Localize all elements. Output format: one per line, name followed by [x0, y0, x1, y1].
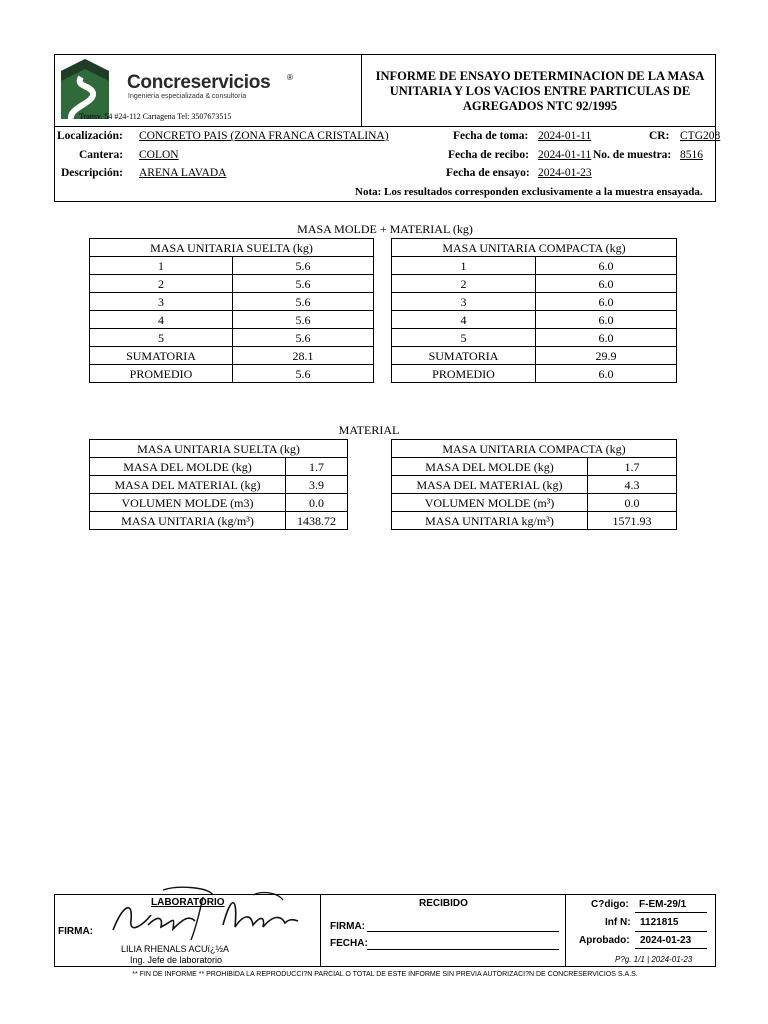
- muestra-label: No. de muestra:: [593, 149, 672, 161]
- row-key: 4: [90, 311, 233, 329]
- section-caption: MASA MOLDE + MATERIAL (kg): [297, 222, 473, 236]
- fecha-ensayo-value: 2024-01-23: [538, 167, 592, 179]
- table-row: [90, 347, 374, 365]
- row-value: 5.6: [233, 275, 374, 293]
- row-value: 0.0: [588, 494, 677, 512]
- inf-label: Inf N:: [605, 917, 631, 928]
- table-row: [392, 293, 677, 311]
- registered-mark: ®: [287, 73, 293, 82]
- table-header: MASA UNITARIA SUELTA (kg): [90, 440, 348, 458]
- suelta-material-table: [89, 439, 348, 530]
- suelta-molde-table: [89, 238, 374, 383]
- table-row: [392, 458, 677, 476]
- row-key: VOLUMEN MOLDE (m³): [392, 494, 588, 512]
- cantera-label: Cantera:: [79, 149, 124, 161]
- fecha-recibo-value: 2024-01-11: [538, 149, 592, 161]
- company-address: Transv. 54 #24-112 Cartagena Tel: 3507673515: [79, 112, 232, 121]
- row-value: 6.0: [536, 293, 677, 311]
- row-key: 5: [90, 329, 233, 347]
- row-key: 3: [90, 293, 233, 311]
- table-row: [90, 293, 374, 311]
- recibido-heading: RECIBIDO: [419, 898, 468, 909]
- signer-role: Ing. Jefe de laboratorio: [130, 955, 223, 965]
- row-value: 6.0: [536, 257, 677, 275]
- row-key: PROMEDIO: [90, 365, 233, 383]
- report-header: [54, 54, 721, 202]
- table-row: [392, 311, 677, 329]
- row-key: MASA UNITARIA (kg/m³): [90, 512, 286, 530]
- signer-name: LILIA RHENALS ACUï¿½A: [121, 944, 230, 954]
- table-row: [392, 512, 677, 530]
- fecha-toma-value: 2024-01-11: [538, 130, 592, 142]
- brand-tagline: Ingeniería especializada & consultoría: [128, 93, 247, 100]
- row-value: 5.6: [233, 329, 374, 347]
- firma-line: [367, 931, 559, 932]
- row-key: 1: [392, 257, 536, 275]
- row-value: 5.6: [233, 293, 374, 311]
- page-number: P?g. 1/1 | 2024-01-23: [615, 955, 693, 964]
- codigo-label: C?digo:: [591, 899, 629, 910]
- row-value: 3.9: [286, 476, 348, 494]
- fecha-line: [367, 949, 559, 950]
- table-row: [90, 458, 348, 476]
- row-key: MASA DEL MOLDE (kg): [392, 458, 588, 476]
- row-key: 3: [392, 293, 536, 311]
- table-row: [392, 275, 677, 293]
- row-key: SUMATORIA: [90, 347, 233, 365]
- aprobado-label: Aprobado:: [579, 935, 630, 946]
- firma-label: FIRMA:: [58, 926, 93, 937]
- table-row: [392, 476, 677, 494]
- inf-line: [635, 931, 707, 932]
- table-row: [90, 329, 374, 347]
- firma-recibido-label: FIRMA:: [330, 921, 365, 932]
- section-caption: MATERIAL: [338, 423, 400, 437]
- brand-name: Concreservicios: [127, 72, 271, 93]
- row-value: 5.6: [233, 311, 374, 329]
- table-header: MASA UNITARIA COMPACTA (kg): [392, 440, 677, 458]
- header-divider: [55, 126, 715, 127]
- table-header: MASA UNITARIA COMPACTA (kg): [392, 239, 677, 257]
- row-key: MASA DEL MOLDE (kg): [90, 458, 286, 476]
- fecha-recibido-label: FECHA:: [330, 938, 368, 949]
- row-value: 1.7: [286, 458, 348, 476]
- row-value: 4.3: [588, 476, 677, 494]
- footer-divider: [320, 895, 321, 966]
- row-value: 6.0: [536, 329, 677, 347]
- row-key: 4: [392, 311, 536, 329]
- header-divider: [361, 55, 362, 126]
- footer-divider: [565, 895, 566, 966]
- table-row: [90, 275, 374, 293]
- table-row: [90, 311, 374, 329]
- descripcion-label: Descripción:: [61, 167, 123, 179]
- localizacion-value: CONCRETO PAIS (ZONA FRANCA CRISTALINA): [139, 130, 389, 142]
- row-key: SUMATORIA: [392, 347, 536, 365]
- row-value: 5.6: [233, 257, 374, 275]
- compacta-material-table: [391, 439, 677, 530]
- results-note: Nota: Los resultados corresponden exclusivamente a la muestra ensayada.: [355, 186, 703, 198]
- aprobado-line: [635, 948, 707, 949]
- row-value: 6.0: [536, 365, 677, 383]
- signature-icon: [103, 885, 303, 945]
- disclaimer: ** FIN DE INFORME ** PROHIBIDA LA REPRODUCCI?N PARCIAL O TOTAL DE ESTE INFORME SIN PREVIA AUTORIZACI?N DE CONCRESERVICIOS S.A.S.: [132, 971, 638, 978]
- row-value: 0.0: [286, 494, 348, 512]
- cantera-value: COLON: [139, 149, 179, 161]
- row-key: MASA DEL MATERIAL (kg): [90, 476, 286, 494]
- row-value: 29.9: [536, 347, 677, 365]
- row-value: 6.0: [536, 311, 677, 329]
- aprobado-value: 2024-01-23: [640, 935, 692, 946]
- inf-value: 1121815: [640, 917, 679, 928]
- table-row: [392, 365, 677, 383]
- table-row: [392, 494, 677, 512]
- localizacion-label: Localización:: [57, 130, 123, 142]
- compacta-molde-table: [391, 238, 677, 383]
- row-key: 2: [90, 275, 233, 293]
- table-row: [90, 365, 374, 383]
- row-value: 28.1: [233, 347, 374, 365]
- report-footer: [54, 894, 716, 967]
- codigo-line: [635, 912, 707, 913]
- table-row: [392, 257, 677, 275]
- row-value: 6.0: [536, 275, 677, 293]
- fecha-recibo-label: Fecha de recibo:: [448, 149, 529, 161]
- laboratorio-heading: LABORATORIO: [151, 897, 225, 908]
- muestra-value: 8516: [680, 149, 703, 161]
- table-row: [90, 512, 348, 530]
- row-key: MASA DEL MATERIAL (kg): [392, 476, 588, 494]
- table-header: MASA UNITARIA SUELTA (kg): [90, 239, 374, 257]
- row-key: 5: [392, 329, 536, 347]
- row-value: 1.7: [588, 458, 677, 476]
- row-key: 2: [392, 275, 536, 293]
- table-row: [392, 347, 677, 365]
- table-row: [392, 329, 677, 347]
- table-row: [90, 494, 348, 512]
- report-title: INFORME DE ENSAYO DETERMINACION DE LA MASA UNITARIA Y LOS VACIOS ENTRE PARTICULAS DE AGREGADOS NTC 92/1995: [375, 69, 705, 113]
- row-value: 1438.72: [286, 512, 348, 530]
- row-key: VOLUMEN MOLDE (m3): [90, 494, 286, 512]
- fecha-ensayo-label: Fecha de ensayo:: [446, 167, 530, 179]
- table-row: [90, 476, 348, 494]
- fecha-toma-label: Fecha de toma:: [453, 130, 529, 142]
- cr-value: CTG208: [680, 130, 721, 142]
- row-key: PROMEDIO: [392, 365, 536, 383]
- table-row: [90, 257, 374, 275]
- row-key: 1: [90, 257, 233, 275]
- descripcion-value: ARENA LAVADA: [139, 167, 227, 179]
- cr-label: CR:: [649, 130, 670, 142]
- row-value: 1571.93: [588, 512, 677, 530]
- row-value: 5.6: [233, 365, 374, 383]
- row-key: MASA UNITARIA kg/m³): [392, 512, 588, 530]
- codigo-value: F-EM-29/1: [639, 899, 687, 910]
